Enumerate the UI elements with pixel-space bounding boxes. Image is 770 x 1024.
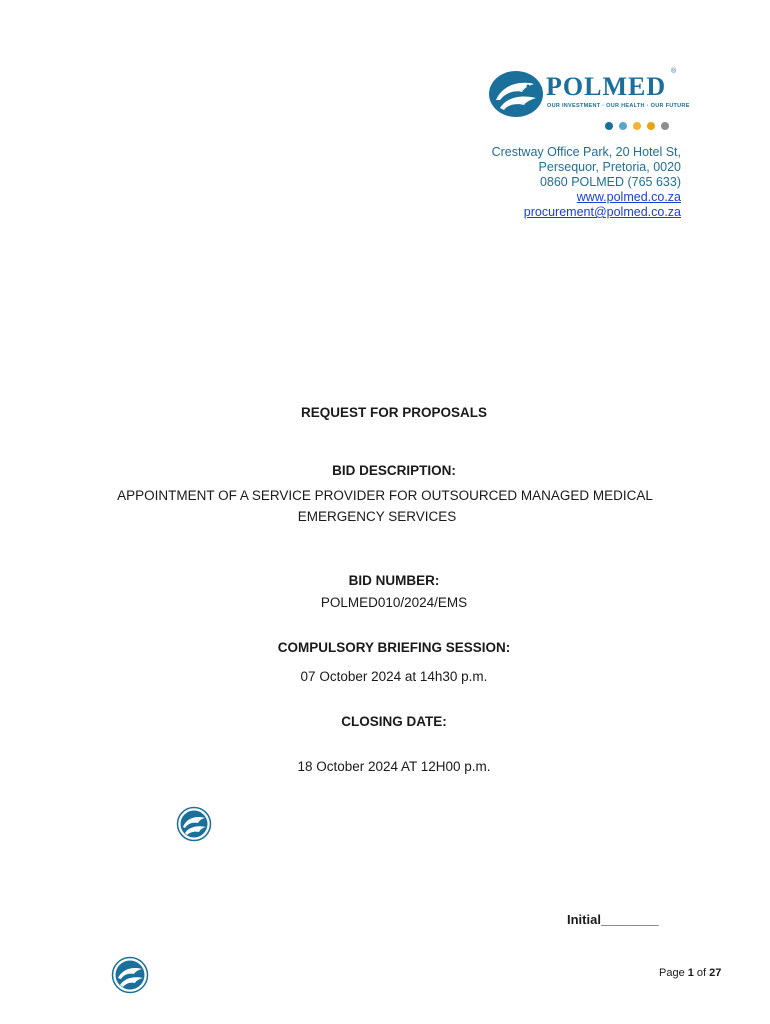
- dolphin-emblem-icon: [176, 806, 212, 842]
- brand-dots: [605, 122, 669, 130]
- phone-number: 0860 POLMED (765 633): [539, 175, 681, 189]
- closing-date: 18 October 2024 AT 12H00 p.m.: [297, 759, 491, 774]
- bid-number-heading: BID NUMBER:: [348, 573, 440, 588]
- address-line: Crestway Office Park, 20 Hotel St,: [491, 145, 681, 159]
- closing-date-heading: CLOSING DATE:: [341, 714, 447, 729]
- website-link[interactable]: www.polmed.co.za: [576, 190, 681, 204]
- page-number: [659, 967, 721, 979]
- brand-dot: [633, 122, 641, 130]
- bid-description-heading: BID DESCRIPTION:: [332, 463, 456, 478]
- page-total: 27: [709, 967, 722, 979]
- brand-dot: [647, 122, 655, 130]
- brand-dot: [661, 122, 669, 130]
- bid-number: POLMED010/2024/EMS: [320, 595, 468, 610]
- initial-field: Initial________: [567, 912, 659, 927]
- bid-description-line: APPOINTMENT OF A SERVICE PROVIDER FOR OUTSOURCED MANAGED MEDICAL: [117, 488, 653, 503]
- dolphin-emblem-icon: [111, 956, 149, 994]
- dolphin-emblem-icon: [488, 70, 544, 118]
- page-prefix: Page: [659, 967, 688, 979]
- brand-tagline: OUR INVESTMENT · OUR HEALTH · OUR FUTURE: [547, 103, 690, 109]
- address-line: Persequor, Pretoria, 0020: [538, 160, 681, 174]
- page-of: of: [693, 967, 710, 979]
- briefing-heading: COMPULSORY BRIEFING SESSION:: [277, 640, 511, 655]
- trademark-symbol: ®: [671, 68, 677, 75]
- brand-name: POLMED: [546, 72, 667, 101]
- bid-description-line: EMERGENCY SERVICES: [297, 509, 457, 524]
- document-title: REQUEST FOR PROPOSALS: [300, 405, 488, 420]
- email-link[interactable]: procurement@polmed.co.za: [523, 205, 681, 219]
- briefing-date: 07 October 2024 at 14h30 p.m.: [300, 669, 488, 684]
- brand-dot: [619, 122, 627, 130]
- page-current: 1: [687, 967, 694, 979]
- address-block: [492, 145, 681, 220]
- brand-dot: [605, 122, 613, 130]
